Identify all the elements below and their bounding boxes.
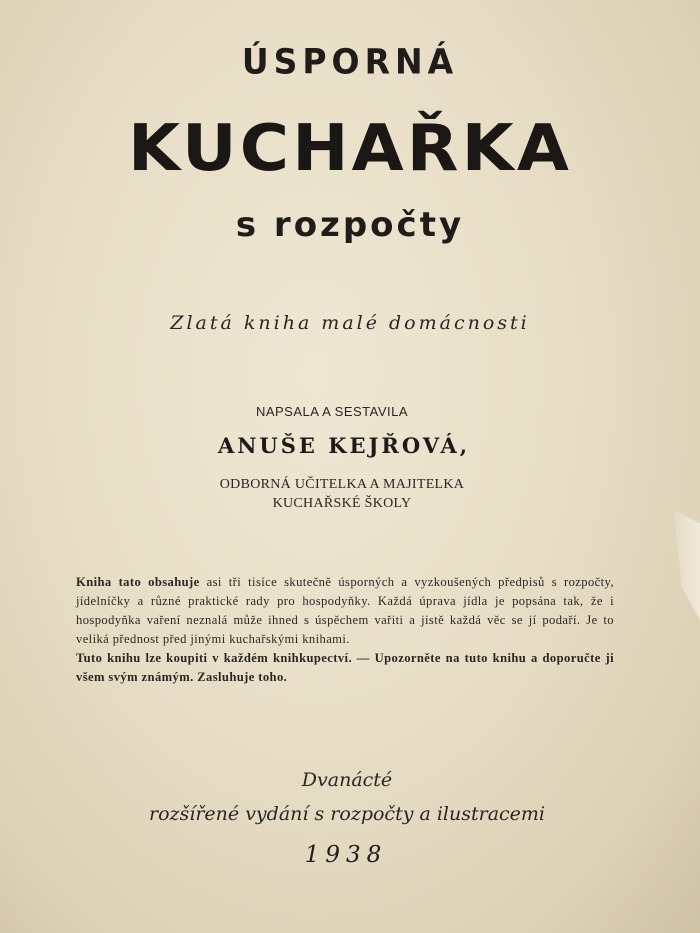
edition-line-1: Dvanácté [301,769,393,791]
purchase-notice: Tuto knihu lze koupiti v každém knihkupectví. — Upozorněte na tuto knihu a doporučte ji všem svým známým. Zasluhuje toho. [76,651,614,684]
title-line-1: ÚSPORNÁ [241,41,459,82]
title-line-2: KUCHAŘKA [127,112,573,186]
author-name: ANUŠE KEJŘOVÁ, [217,433,471,458]
author-role [0,475,692,513]
edition-info [0,763,697,831]
publication-year: 1938 [304,842,388,868]
author-role-line-1: ODBORNÁ UČITELKA A MAJITELKA [219,477,465,492]
edition-line-2: rozšířené vydání s rozpočty a ilustracemi [148,803,546,825]
author-role-line-2: KUCHAŘSKÉ ŠKOLY [272,496,412,511]
description-lead: Kniha tato obsahuje [76,575,200,589]
description-block [76,573,614,687]
subtitle: Zlatá kniha malé domácnosti [170,312,530,334]
page-fold [674,510,700,620]
description-body: asi tři tisíce skutečně úsporných a vyzkoušených předpisů s rozpočty, jídelníčky a různé praktické rady pro hospodyňky. Každá úprava jídla je popsána tak, že i hospodyňka vaření neznalá může ihned s úspěchem vařiti a jistě každá věc se jí podaří. Je to veliká přednost před jinými kuchařskými knihami. [76,575,614,646]
title-line-3: s rozpočty [235,205,465,245]
credit-label: NAPSALA A SESTAVILA [255,404,409,419]
